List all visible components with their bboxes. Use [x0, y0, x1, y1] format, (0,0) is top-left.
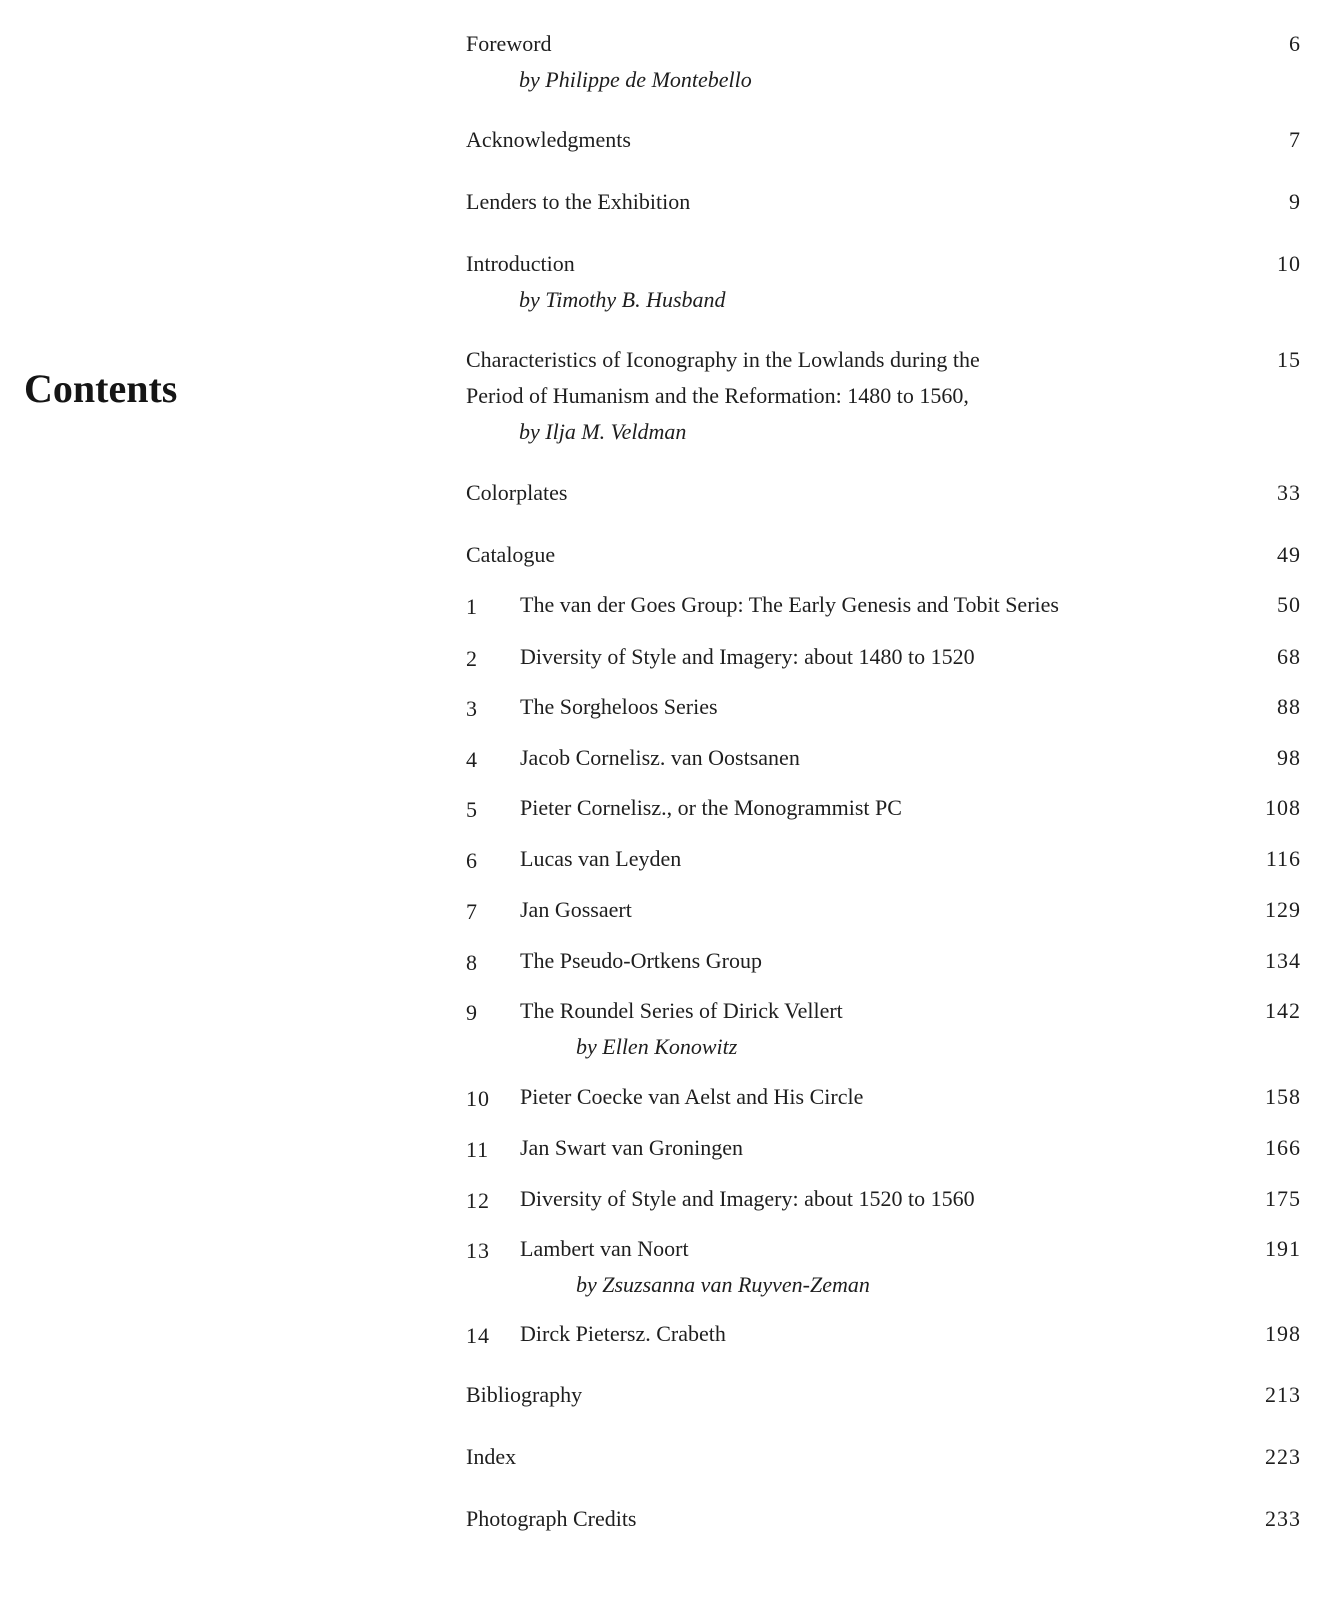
toc-chapter-3[interactable]	[466, 689, 1301, 725]
entry-page-number: 49	[1277, 542, 1301, 567]
entry-page-number: 6	[1289, 31, 1301, 56]
chapter-title: Jacob Cornelisz. van Oostsanen	[520, 745, 800, 770]
chapter-page-number: 129	[1265, 897, 1301, 922]
chapter-page-number: 166	[1265, 1135, 1301, 1160]
page-title: Contents	[24, 365, 178, 411]
entry-page-number: 9	[1289, 189, 1301, 214]
chapter-title: The Pseudo-Ortkens Group	[520, 948, 762, 973]
chapter-number: 1	[466, 594, 478, 619]
entry-author: by Ilja M. Veldman	[519, 419, 687, 444]
chapter-page-number: 198	[1265, 1321, 1301, 1346]
chapter-number: 11	[466, 1137, 490, 1162]
chapter-title: The Sorgheloos Series	[520, 694, 718, 719]
chapter-number: 3	[466, 696, 478, 721]
toc-chapter-4[interactable]	[466, 740, 1301, 776]
toc-entry-bibliography[interactable]	[466, 1377, 1301, 1413]
chapter-title: Lucas van Leyden	[520, 846, 682, 871]
toc-entry-introduction[interactable]	[466, 246, 1301, 318]
toc-chapter-13[interactable]	[466, 1231, 1301, 1303]
chapter-author: by Ellen Konowitz	[576, 1034, 738, 1059]
chapter-number: 8	[466, 950, 478, 975]
chapter-page-number: 175	[1265, 1186, 1301, 1211]
toc-entry-foreword[interactable]	[466, 26, 1301, 98]
toc-entry-index[interactable]	[466, 1439, 1301, 1475]
toc-chapter-5[interactable]	[466, 790, 1301, 826]
chapter-page-number: 134	[1265, 948, 1301, 973]
entry-title: Bibliography	[466, 1382, 583, 1407]
chapter-number: 2	[466, 646, 478, 671]
entry-page-number: 233	[1265, 1506, 1301, 1531]
toc-chapter-12[interactable]	[466, 1181, 1301, 1217]
entry-title: Catalogue	[466, 542, 556, 567]
entry-title-continued: Period of Humanism and the Reformation: 1480 to 1560,	[466, 383, 969, 408]
entry-page-number: 7	[1289, 127, 1301, 152]
chapter-title: Dirck Pietersz. Crabeth	[520, 1321, 726, 1346]
chapter-number: 12	[466, 1188, 490, 1213]
entry-title: Lenders to the Exhibition	[466, 189, 691, 214]
chapter-page-number: 116	[1265, 846, 1301, 871]
toc-chapter-11[interactable]	[466, 1130, 1301, 1166]
toc-chapter-10[interactable]	[466, 1079, 1301, 1115]
chapter-number: 7	[466, 899, 478, 924]
chapter-title: Diversity of Style and Imagery: about 1480 to 1520	[520, 644, 975, 669]
toc-chapter-6[interactable]	[466, 841, 1301, 877]
chapter-page-number: 50	[1277, 592, 1301, 617]
toc-chapter-2[interactable]	[466, 639, 1301, 675]
chapter-number: 6	[466, 848, 478, 873]
chapter-number: 5	[466, 797, 478, 822]
entry-page-number: 33	[1277, 480, 1301, 505]
chapter-page-number: 98	[1277, 745, 1301, 770]
chapter-page-number: 191	[1265, 1236, 1301, 1261]
toc-chapter-1[interactable]	[466, 587, 1301, 623]
entry-page-number: 10	[1277, 251, 1301, 276]
chapter-title: Jan Swart van Groningen	[520, 1135, 744, 1160]
entry-page-number: 15	[1277, 347, 1301, 372]
entry-title: Colorplates	[466, 480, 568, 505]
chapter-page-number: 68	[1277, 644, 1301, 669]
entry-title: Foreword	[466, 31, 552, 56]
chapter-number: 9	[466, 1000, 478, 1025]
chapter-number: 13	[466, 1238, 490, 1263]
toc-entry-acknowledgments[interactable]	[466, 122, 1301, 158]
toc-chapter-8[interactable]	[466, 943, 1301, 979]
chapter-title: Jan Gossaert	[520, 897, 632, 922]
entry-author: by Timothy B. Husband	[519, 287, 726, 312]
chapter-title: Lambert van Noort	[520, 1236, 689, 1261]
entry-author: by Philippe de Montebello	[519, 67, 752, 92]
entry-title: Introduction	[466, 251, 575, 276]
chapter-page-number: 158	[1265, 1084, 1301, 1109]
chapter-page-number: 88	[1277, 694, 1301, 719]
chapter-number: 10	[466, 1086, 490, 1111]
chapter-page-number: 108	[1265, 795, 1301, 820]
entry-page-number: 223	[1265, 1444, 1301, 1469]
entry-title: Characteristics of Iconography in the Lowlands during the	[466, 347, 980, 372]
chapter-author: by Zsuzsanna van Ruyven-Zeman	[576, 1272, 870, 1297]
chapter-number: 4	[466, 747, 478, 772]
toc-chapter-9[interactable]	[466, 993, 1301, 1065]
entry-title: Acknowledgments	[466, 127, 631, 152]
toc-chapter-7[interactable]	[466, 892, 1301, 928]
chapter-title: Diversity of Style and Imagery: about 1520 to 1560	[520, 1186, 975, 1211]
entry-page-number: 213	[1265, 1382, 1301, 1407]
entry-title: Photograph Credits	[466, 1506, 637, 1531]
toc-entry-catalogue[interactable]	[466, 537, 1301, 573]
chapter-title: Pieter Cornelisz., or the Monogrammist PC	[520, 795, 902, 820]
toc-entry-photograph-credits[interactable]	[466, 1501, 1301, 1537]
chapter-title: Pieter Coecke van Aelst and His Circle	[520, 1084, 864, 1109]
toc-chapter-14[interactable]	[466, 1316, 1301, 1352]
toc-entry-characteristics-essay[interactable]	[466, 342, 1301, 450]
chapter-number: 14	[466, 1323, 490, 1348]
chapter-title: The Roundel Series of Dirick Vellert	[520, 998, 843, 1023]
toc-entry-lenders[interactable]	[466, 184, 1301, 220]
toc-entry-colorplates[interactable]	[466, 475, 1301, 511]
chapter-page-number: 142	[1265, 998, 1301, 1023]
entry-title: Index	[466, 1444, 517, 1469]
chapter-title: The van der Goes Group: The Early Genesis and Tobit Series	[520, 592, 1059, 617]
